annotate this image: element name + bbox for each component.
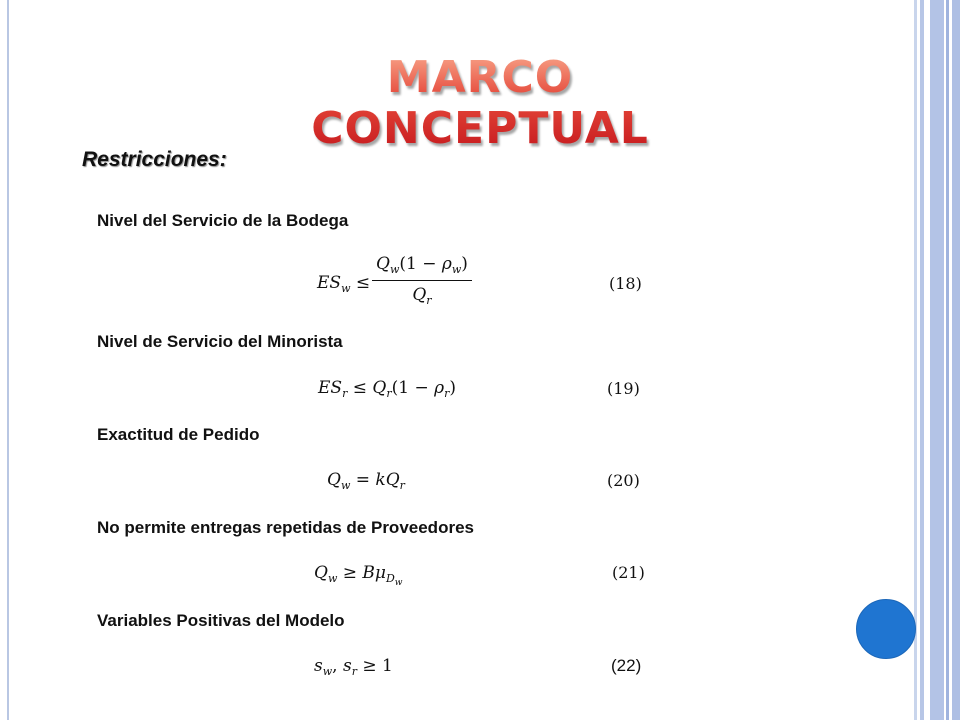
equation-number-22: (22) — [611, 656, 642, 675]
slide-title: MARCO CONCEPTUAL — [245, 52, 715, 154]
heading-positive-variables: Variables Positivas del Modelo — [97, 611, 345, 630]
equation-18-lhs: $ES_w$ ≤ — [317, 273, 371, 295]
section-subtitle: Restricciones: — [82, 148, 227, 171]
equation-number-21: (21) — [612, 563, 645, 582]
equation-19: $ES_r \le Q_r(1 - \rho_r)$ — [318, 378, 456, 400]
equation-18-fraction: $\frac{Q_w(1 - \rho_w)}{Q_r}$ — [372, 254, 472, 307]
equation-number-18: (18) — [609, 274, 642, 293]
right-decorative-stripes — [914, 0, 960, 720]
equation-20: $Q_w = kQ_r$ — [327, 470, 405, 492]
equation-number-20: (20) — [607, 471, 640, 490]
equation-number-19: (19) — [607, 379, 640, 398]
heading-warehouse-service-level: Nivel del Servicio de la Bodega — [97, 211, 349, 230]
heading-retailer-service-level: Nivel de Servicio del Minorista — [97, 332, 343, 351]
heading-no-repeated-deliveries: No permite entregas repetidas de Proveedores — [97, 518, 474, 537]
equation-22: $s_w$, $s_r \ge 1$ — [314, 656, 393, 678]
heading-order-accuracy: Exactitud de Pedido — [97, 425, 260, 444]
equation-21: $Q_w \ge B\mu_{D_w}$ — [314, 563, 403, 588]
blue-circle-decoration — [856, 599, 916, 659]
left-border-line — [7, 0, 9, 720]
